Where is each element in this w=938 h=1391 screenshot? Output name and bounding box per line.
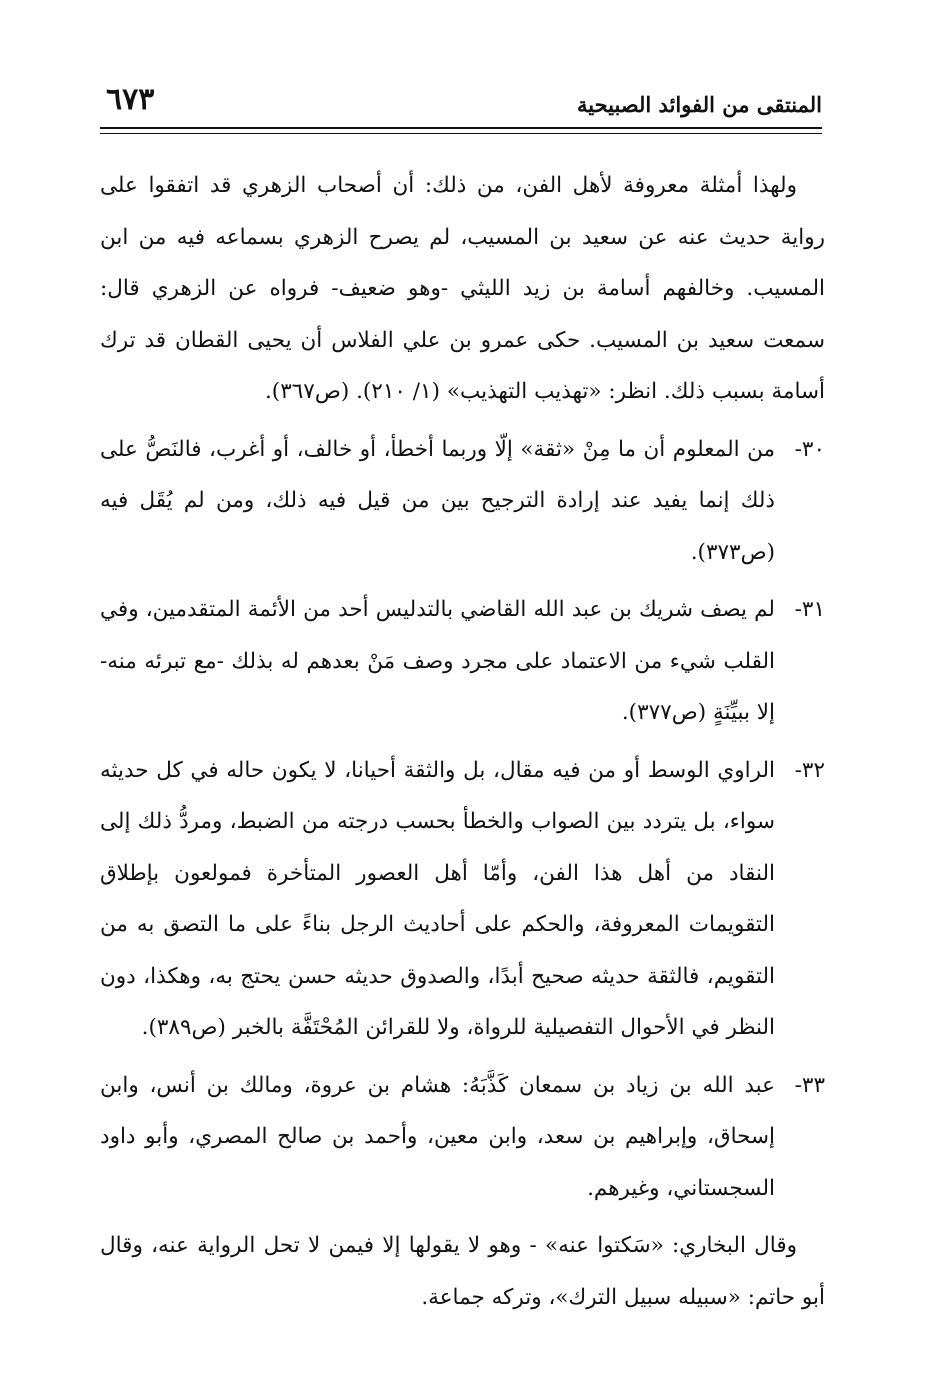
item-number: ٣٢-: [794, 757, 825, 783]
header-rule-thin: [100, 133, 822, 134]
page-number: ٦٧٣: [106, 82, 155, 117]
closing-paragraph: وقال البخاري: «سَكتوا عنه» - وهو لا يقولها إلا فيمن لا تحل الرواية عنه، وقال أبو حاتم: «سبيله سبيل الترك»، وتركه جماعة.: [100, 1233, 825, 1310]
list-item-32: [100, 745, 825, 1054]
list-item-31: [100, 584, 825, 739]
item-text: الراوي الوسط أو من فيه مقال، بل والثقة أحيانا، لا يكون حاله في كل حديثه سواء، بل يتردد بين الصواب والخطأ بحسب درجته من الضبط، ومردُّ ذلك إلى النقاد من أهل هذا الفن، وأمّا أهل العصور المتأخرة فمولعون بإطلاق التقويمات المعروفة، والحكم على أحاديث الرجل بناءً على ما التصق به من التقويم، فالثقة حديثه صحيح أبدًا، والصدوق حديثه حسن يحتج به، وهكذا، دون النظر في الأحوال التفصيلية للرواة، ولا للقرائن المُحْتَفَّة بالخبر (ص٣٨٩).: [100, 757, 775, 1040]
item-text: لم يصف شريك بن عبد الله القاضي بالتدليس أحد من الأئمة المتقدمين، وفي القلب شيء من الاعتماد على مجرد وصف مَنْ بعدهم له بذلك -مع تبرئه منه- إلا ببيِّنَةٍ (ص٣٧٧).: [100, 597, 775, 725]
intro-paragraph: ولهذا أمثلة معروفة لأهل الفن، من ذلك: أن أصحاب الزهري قد اتفقوا على رواية حديث عنه عن سعيد بن المسيب، لم يصرح الزهري بسماعه فيه من ابن المسيب. وخالفهم أسامة بن زيد الليثي -وهو ضعيف- فرواه عن الزهري قال: سمعت سعيد بن المسيب. حكى عمرو بن علي الفلاس أن يحيى القطان قد ترك أسامة بسبب ذلك. انظر: «تهذيب التهذيب» (١/ ٢١٠). (ص٣٦٧).: [100, 173, 825, 404]
item-text: من المعلوم أن ما مِنْ «ثقة» إلّا وربما أخطأ، أو خالف، أو أغرب، فالنَصُّ على ذلك إنما يفيد عند إرادة الترجيح بين من قيل فيه ذلك، ومن لم يُقَل فيه (ص٣٧٣).: [100, 436, 775, 565]
item-number: ٣٣-: [794, 1072, 825, 1098]
page-header: [100, 82, 822, 124]
running-title: المنتقى من الفوائد الصبيحية: [576, 92, 822, 117]
item-number: ٣٠-: [794, 436, 825, 462]
page-body: [100, 160, 825, 1329]
header-rule-thick: [100, 127, 822, 129]
item-text: عبد الله بن زياد بن سمعان كَذَّبَهُ: هشام بن عروة، ومالك بن أنس، وابن إسحاق، وإبراهيم بن سعد، وابن معين، وأحمد بن صالح المصري، وأبو داود السجستاني، وغيرهم.: [100, 1072, 775, 1201]
list-item-33: [100, 1060, 825, 1215]
list-item-30: [100, 424, 825, 579]
item-number: ٣١-: [794, 597, 825, 622]
